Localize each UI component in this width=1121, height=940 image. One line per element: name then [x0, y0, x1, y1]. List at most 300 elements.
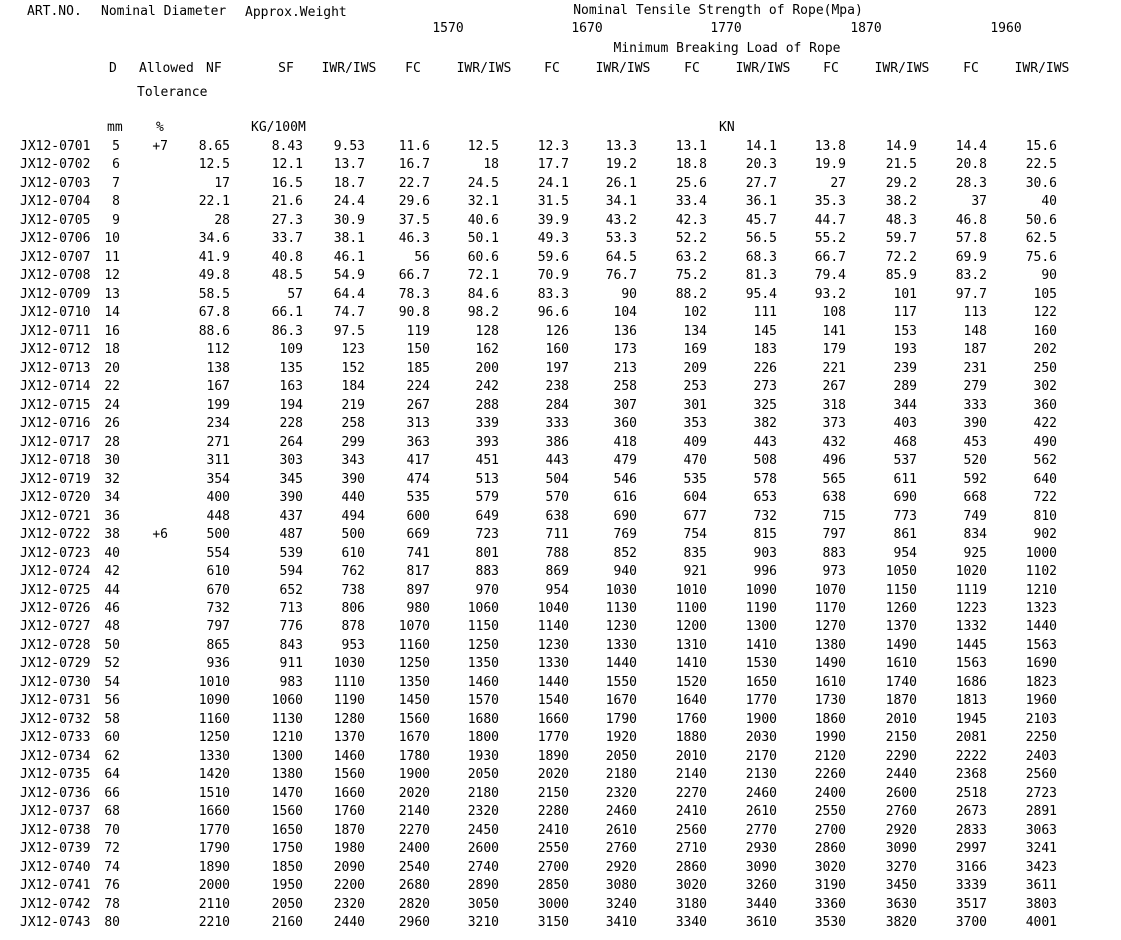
- fc-1960-cell: 1020: [955, 564, 987, 579]
- fc-1960-cell: 148: [963, 324, 987, 339]
- fc-1570-cell: 897: [406, 583, 430, 598]
- iwr-1870-cell: 3440: [745, 897, 777, 912]
- art-no-cell: JX12-0702: [20, 157, 91, 172]
- iwr-1570-cell: 494: [341, 509, 365, 524]
- iwr-1960-cell: 2150: [885, 730, 917, 745]
- iwr-1870-cell: 183: [753, 342, 777, 357]
- diameter-cell: 32: [104, 472, 120, 487]
- iwr-1870-cell: 1090: [745, 583, 777, 598]
- iwr-1570-cell: 2320: [333, 897, 365, 912]
- iwr-1960b-cell: 40: [1041, 194, 1057, 209]
- weight-sf-cell: 1380: [271, 767, 303, 782]
- iwr-1960b-cell: 2723: [1025, 786, 1057, 801]
- fc-1670-cell: 333: [545, 416, 569, 431]
- iwr-1670-cell: 2890: [467, 878, 499, 893]
- tensile-strength-header: Nominal Tensile Strength of Rope(Mpa): [573, 3, 863, 18]
- weight-sf-cell: 345: [279, 472, 303, 487]
- fc-1570-cell: 817: [406, 564, 430, 579]
- fc-1960-cell: 3700: [955, 915, 987, 930]
- fc-1570-cell: 150: [406, 342, 430, 357]
- art-no-cell: JX12-0734: [20, 749, 91, 764]
- diameter-cell: 36: [104, 509, 120, 524]
- fc-1960-cell: 1332: [955, 619, 987, 634]
- fc-1870-cell: 2400: [814, 786, 846, 801]
- fc-1960-cell: 3517: [955, 897, 987, 912]
- iwr-1960b-cell: 1440: [1025, 619, 1057, 634]
- weight-sf-cell: 303: [279, 453, 303, 468]
- art-no-cell: JX12-0704: [20, 194, 91, 209]
- diameter-cell: 14: [104, 305, 120, 320]
- fc-1870-cell: 1170: [814, 601, 846, 616]
- weight-nf-cell: 2110: [198, 897, 230, 912]
- iwr-1570-cell: 1460: [333, 749, 365, 764]
- iwr-1870-cell: 1300: [745, 619, 777, 634]
- iwr-1870-cell: 95.4: [745, 287, 777, 302]
- iwr-1670-cell: 242: [475, 379, 499, 394]
- weight-sf-cell: 1210: [271, 730, 303, 745]
- weight-sf-cell: 713: [279, 601, 303, 616]
- diameter-cell: 26: [104, 416, 120, 431]
- fc-1570-cell: 1250: [398, 656, 430, 671]
- iwr-1770-cell: 1920: [605, 730, 637, 745]
- diameter-cell: 16: [104, 324, 120, 339]
- weight-nf-cell: 22.1: [198, 194, 230, 209]
- fc-1870-cell: 55.2: [814, 231, 846, 246]
- weight-sf-cell: 2050: [271, 897, 303, 912]
- iwr-1670-cell: 40.6: [467, 213, 499, 228]
- weight-nf-cell: 1330: [198, 749, 230, 764]
- art-no-cell: JX12-0709: [20, 287, 91, 302]
- iwr-1960b-cell: 1690: [1025, 656, 1057, 671]
- weight-sf-cell: 57: [287, 287, 303, 302]
- iwr-1770-cell: 43.2: [605, 213, 637, 228]
- iwr-1570-cell: 878: [341, 619, 365, 634]
- iwr-1770-cell: 1230: [605, 619, 637, 634]
- art-no-cell: JX12-0718: [20, 453, 91, 468]
- iwr-1670-cell: 1800: [467, 730, 499, 745]
- art-no-cell: JX12-0713: [20, 361, 91, 376]
- tolerance-cell: +6: [152, 527, 168, 542]
- fc-1570-cell: 669: [406, 527, 430, 542]
- iwr-1770-cell: 53.3: [605, 231, 637, 246]
- art-no-cell: JX12-0740: [20, 860, 91, 875]
- iwr-1870-cell: 111: [753, 305, 777, 320]
- unit-kn: KN: [719, 120, 735, 135]
- iwr-1570-cell: 1870: [333, 823, 365, 838]
- fc-1670-cell: 1770: [537, 730, 569, 745]
- iwr-1960-cell: 14.9: [885, 139, 917, 154]
- iwr-1670-cell: 1460: [467, 675, 499, 690]
- art-no-cell: JX12-0738: [20, 823, 91, 838]
- weight-nf-cell: 1660: [198, 804, 230, 819]
- fc-1870-cell: 565: [822, 472, 846, 487]
- fc-1570-cell: 1780: [398, 749, 430, 764]
- iwr-1570-cell: 953: [341, 638, 365, 653]
- art-no-cell: JX12-0711: [20, 324, 91, 339]
- strength-1870: 1870: [850, 21, 882, 36]
- fc-1870-cell: 883: [822, 546, 846, 561]
- iwr-1670-cell: 451: [475, 453, 499, 468]
- fc-1960-cell: 2518: [955, 786, 987, 801]
- iwr-1570-cell: 219: [341, 398, 365, 413]
- art-no-cell: JX12-0720: [20, 490, 91, 505]
- weight-nf-cell: 1770: [198, 823, 230, 838]
- art-no-cell: JX12-0728: [20, 638, 91, 653]
- art-no-cell: JX12-0719: [20, 472, 91, 487]
- iwr-1870-cell: 68.3: [745, 250, 777, 265]
- iwr-1960b-cell: 2103: [1025, 712, 1057, 727]
- fc-1870-cell: 318: [822, 398, 846, 413]
- iwr-1870-cell: 382: [753, 416, 777, 431]
- fc-1960-cell: 2833: [955, 823, 987, 838]
- weight-sf-cell: 594: [279, 564, 303, 579]
- iwr-1570-cell: 38.1: [333, 231, 365, 246]
- weight-sf-cell: 8.43: [271, 139, 303, 154]
- fc-1670-cell: 39.9: [537, 213, 569, 228]
- fc-1770-cell: 835: [683, 546, 707, 561]
- fc-1570-cell: 1160: [398, 638, 430, 653]
- weight-nf-cell: 28: [214, 213, 230, 228]
- iwr-1770-cell: 213: [613, 361, 637, 376]
- iwr-1960-cell: 861: [893, 527, 917, 542]
- fc-1670-cell: 1230: [537, 638, 569, 653]
- fc-1870-cell: 93.2: [814, 287, 846, 302]
- fc-1870-cell: 1730: [814, 693, 846, 708]
- iwr-1670-cell: 72.1: [467, 268, 499, 283]
- fc-1770-cell: 2860: [675, 860, 707, 875]
- iwr-1960-cell: 773: [893, 509, 917, 524]
- fc-1870-cell: 432: [822, 435, 846, 450]
- fc-1570-cell: 2270: [398, 823, 430, 838]
- art-no-cell: JX12-0712: [20, 342, 91, 357]
- fc-1960-cell: 28.3: [955, 176, 987, 191]
- iwr-1960b-cell: 422: [1033, 416, 1057, 431]
- weight-nf-cell: 34.6: [198, 231, 230, 246]
- iwr-1770-cell: 90: [621, 287, 637, 302]
- weight-nf-cell: 936: [206, 656, 230, 671]
- fc-1570-cell: 1670: [398, 730, 430, 745]
- fc-1770-cell: 409: [683, 435, 707, 450]
- fc-1870-cell: 2700: [814, 823, 846, 838]
- diameter-cell: 68: [104, 804, 120, 819]
- iwr-1960-cell: 3630: [885, 897, 917, 912]
- weight-sf-cell: 264: [279, 435, 303, 450]
- fc-1770-cell: 301: [683, 398, 707, 413]
- fc-1770-cell: 1520: [675, 675, 707, 690]
- fc-1670-cell: 2150: [537, 786, 569, 801]
- iwr-1960b-header: IWR/IWS: [1014, 61, 1070, 76]
- iwr-1960b-cell: 4001: [1025, 915, 1057, 930]
- iwr-1570-cell: 1980: [333, 841, 365, 856]
- fc-1770-cell: 63.2: [675, 250, 707, 265]
- iwr-1670-cell: 200: [475, 361, 499, 376]
- iwr-1670-cell: 3210: [467, 915, 499, 930]
- iwr-1960-cell: 611: [893, 472, 917, 487]
- iwr-1870-cell: 36.1: [745, 194, 777, 209]
- diameter-cell: 7: [112, 176, 120, 191]
- iwr-1960-cell: 101: [893, 287, 917, 302]
- iwr-1770-cell: 690: [613, 509, 637, 524]
- iwr-1960b-cell: 105: [1033, 287, 1057, 302]
- diameter-cell: 22: [104, 379, 120, 394]
- iwr-1570-cell: 30.9: [333, 213, 365, 228]
- weight-sf-cell: 12.1: [271, 157, 303, 172]
- iwr-1960-cell: 1370: [885, 619, 917, 634]
- fc-1570-cell: 2540: [398, 860, 430, 875]
- iwr-1570-cell: 1370: [333, 730, 365, 745]
- iwr-1670-cell: 1570: [467, 693, 499, 708]
- weight-nf-cell: 1890: [198, 860, 230, 875]
- min-breaking-load-header: Minimum Breaking Load of Rope: [613, 41, 841, 56]
- diameter-cell: 80: [104, 915, 120, 930]
- diameter-cell: 28: [104, 435, 120, 450]
- iwr-1670-cell: 2180: [467, 786, 499, 801]
- iwr-1670-cell: 2050: [467, 767, 499, 782]
- iwr-1960b-cell: 30.6: [1025, 176, 1057, 191]
- iwr-1570-cell: 738: [341, 583, 365, 598]
- iwr-1960b-cell: 75.6: [1025, 250, 1057, 265]
- iwr-1870-cell: 145: [753, 324, 777, 339]
- fc-1960-cell: 2997: [955, 841, 987, 856]
- weight-sf-cell: 390: [279, 490, 303, 505]
- art-no-cell: JX12-0724: [20, 564, 91, 579]
- diameter-cell: 46: [104, 601, 120, 616]
- diameter-cell: 8: [112, 194, 120, 209]
- fc-1870-cell: 179: [822, 342, 846, 357]
- fc-1770-cell: 353: [683, 416, 707, 431]
- weight-nf-cell: 167: [206, 379, 230, 394]
- iwr-1960-cell: 1150: [885, 583, 917, 598]
- iwr-1570-cell: 54.9: [333, 268, 365, 283]
- weight-nf-cell: 1160: [198, 712, 230, 727]
- fc-1570-cell: 1350: [398, 675, 430, 690]
- diameter-cell: 50: [104, 638, 120, 653]
- fc-1770-cell: 2710: [675, 841, 707, 856]
- art-no-cell: JX12-0715: [20, 398, 91, 413]
- fc-1960-cell: 925: [963, 546, 987, 561]
- fc-1570-cell: 1070: [398, 619, 430, 634]
- iwr-1570-cell: 64.4: [333, 287, 365, 302]
- weight-sf-cell: 911: [279, 656, 303, 671]
- weight-nf-cell: 138: [206, 361, 230, 376]
- fc-1570-cell: 1560: [398, 712, 430, 727]
- fc-1870-cell: 44.7: [814, 213, 846, 228]
- weight-sf-cell: 652: [279, 583, 303, 598]
- iwr-1870-cell: 1190: [745, 601, 777, 616]
- fc-1770-cell: 754: [683, 527, 707, 542]
- iwr-1960-cell: 1610: [885, 656, 917, 671]
- art-no-cell: JX12-0721: [20, 509, 91, 524]
- fc-1770-cell: 1410: [675, 656, 707, 671]
- fc-1570-cell: 474: [406, 472, 430, 487]
- iwr-1670-cell: 1250: [467, 638, 499, 653]
- art-no-cell: JX12-0708: [20, 268, 91, 283]
- iwr-1670-cell: 2740: [467, 860, 499, 875]
- iwr-1960-cell: 72.2: [885, 250, 917, 265]
- col-tolerance-header: Tolerance: [137, 85, 208, 100]
- art-no-cell: JX12-0710: [20, 305, 91, 320]
- iwr-1570-cell: 9.53: [333, 139, 365, 154]
- fc-1770-cell: 3340: [675, 915, 707, 930]
- fc-1670-cell: 284: [545, 398, 569, 413]
- iwr-1770-cell: 1130: [605, 601, 637, 616]
- iwr-1770-cell: 769: [613, 527, 637, 542]
- fc-1670-cell: 386: [545, 435, 569, 450]
- iwr-1570-cell: 806: [341, 601, 365, 616]
- iwr-1570-cell: 13.7: [333, 157, 365, 172]
- weight-nf-cell: 234: [206, 416, 230, 431]
- iwr-1960b-cell: 490: [1033, 435, 1057, 450]
- weight-nf-cell: 1090: [198, 693, 230, 708]
- iwr-1770-cell: 307: [613, 398, 637, 413]
- iwr-1870-cell: 56.5: [745, 231, 777, 246]
- diameter-cell: 62: [104, 749, 120, 764]
- iwr-1960-cell: 537: [893, 453, 917, 468]
- iwr-1960b-cell: 1000: [1025, 546, 1057, 561]
- fc-1770-cell: 921: [683, 564, 707, 579]
- fc-1670-cell: 1440: [537, 675, 569, 690]
- iwr-1960-cell: 3820: [885, 915, 917, 930]
- iwr-1670-cell: 3050: [467, 897, 499, 912]
- iwr-1670-cell: 1350: [467, 656, 499, 671]
- weight-nf-cell: 49.8: [198, 268, 230, 283]
- iwr-1570-cell: 1280: [333, 712, 365, 727]
- fc-1960-cell: 3339: [955, 878, 987, 893]
- iwr-1960-cell: 3090: [885, 841, 917, 856]
- iwr-1960-cell: 3450: [885, 878, 917, 893]
- col-sf-header: SF: [278, 61, 294, 76]
- weight-nf-cell: 500: [206, 527, 230, 542]
- iwr-1670-cell: 162: [475, 342, 499, 357]
- col-d-header: D: [109, 61, 117, 76]
- fc-1570-header: FC: [405, 61, 421, 76]
- iwr-1960b-cell: 2403: [1025, 749, 1057, 764]
- strength-1770: 1770: [710, 21, 742, 36]
- fc-1570-cell: 224: [406, 379, 430, 394]
- iwr-1960b-cell: 302: [1033, 379, 1057, 394]
- art-no-cell: JX12-0707: [20, 250, 91, 265]
- fc-1770-cell: 18.8: [675, 157, 707, 172]
- fc-1870-cell: 1070: [814, 583, 846, 598]
- fc-1670-cell: 31.5: [537, 194, 569, 209]
- weight-nf-cell: 41.9: [198, 250, 230, 265]
- iwr-1670-cell: 339: [475, 416, 499, 431]
- iwr-1570-cell: 74.7: [333, 305, 365, 320]
- iwr-1960b-cell: 3241: [1025, 841, 1057, 856]
- iwr-1870-cell: 81.3: [745, 268, 777, 283]
- iwr-1960-cell: 2920: [885, 823, 917, 838]
- fc-1670-cell: 197: [545, 361, 569, 376]
- iwr-1960b-cell: 562: [1033, 453, 1057, 468]
- weight-nf-cell: 865: [206, 638, 230, 653]
- fc-1770-cell: 253: [683, 379, 707, 394]
- iwr-1770-cell: 104: [613, 305, 637, 320]
- iwr-1670-cell: 2320: [467, 804, 499, 819]
- fc-1960-cell: 113: [963, 305, 987, 320]
- diameter-cell: 78: [104, 897, 120, 912]
- iwr-1870-cell: 443: [753, 435, 777, 450]
- iwr-1670-cell: 2600: [467, 841, 499, 856]
- fc-1960-cell: 46.8: [955, 213, 987, 228]
- diameter-cell: 70: [104, 823, 120, 838]
- fc-1570-cell: 417: [406, 453, 430, 468]
- weight-sf-cell: 1650: [271, 823, 303, 838]
- diameter-cell: 52: [104, 656, 120, 671]
- iwr-1770-cell: 136: [613, 324, 637, 339]
- iwr-1960b-cell: 3423: [1025, 860, 1057, 875]
- fc-1670-cell: 2280: [537, 804, 569, 819]
- fc-1770-cell: 134: [683, 324, 707, 339]
- weight-sf-cell: 16.5: [271, 176, 303, 191]
- fc-1570-cell: 363: [406, 435, 430, 450]
- iwr-1570-cell: 1760: [333, 804, 365, 819]
- weight-nf-cell: 797: [206, 619, 230, 634]
- col-allowed-header: Allowed: [139, 61, 194, 76]
- diameter-cell: 42: [104, 564, 120, 579]
- iwr-1770-cell: 360: [613, 416, 637, 431]
- fc-1770-cell: 13.1: [675, 139, 707, 154]
- weight-nf-cell: 1510: [198, 786, 230, 801]
- diameter-cell: 72: [104, 841, 120, 856]
- fc-1770-cell: 42.3: [675, 213, 707, 228]
- iwr-1570-cell: 299: [341, 435, 365, 450]
- iwr-1570-cell: 2090: [333, 860, 365, 875]
- fc-1870-cell: 797: [822, 527, 846, 542]
- fc-1770-cell: 102: [683, 305, 707, 320]
- iwr-1960b-cell: 1210: [1025, 583, 1057, 598]
- fc-1670-cell: 504: [545, 472, 569, 487]
- weight-nf-cell: 8.65: [198, 139, 230, 154]
- iwr-1960-cell: 1870: [885, 693, 917, 708]
- iwr-1670-cell: 393: [475, 435, 499, 450]
- fc-1670-cell: 83.3: [537, 287, 569, 302]
- fc-1670-cell: 1890: [537, 749, 569, 764]
- iwr-1870-cell: 1650: [745, 675, 777, 690]
- fc-1670-cell: 96.6: [537, 305, 569, 320]
- fc-1960-cell: 231: [963, 361, 987, 376]
- diameter-cell: 12: [104, 268, 120, 283]
- diameter-cell: 24: [104, 398, 120, 413]
- fc-1870-cell: 1610: [814, 675, 846, 690]
- diameter-cell: 13: [104, 287, 120, 302]
- fc-1770-cell: 2010: [675, 749, 707, 764]
- fc-1960-cell: 97.7: [955, 287, 987, 302]
- iwr-1870-cell: 2930: [745, 841, 777, 856]
- weight-sf-cell: 1850: [271, 860, 303, 875]
- fc-1670-cell: 70.9: [537, 268, 569, 283]
- iwr-1960-cell: 59.7: [885, 231, 917, 246]
- iwr-1960b-cell: 1102: [1025, 564, 1057, 579]
- iwr-1960b-cell: 640: [1033, 472, 1057, 487]
- fc-1960-cell: 1223: [955, 601, 987, 616]
- fc-1670-cell: 238: [545, 379, 569, 394]
- iwr-1870-cell: 815: [753, 527, 777, 542]
- iwr-1570-cell: 1110: [333, 675, 365, 690]
- iwr-1770-cell: 2320: [605, 786, 637, 801]
- iwr-1960b-cell: 1960: [1025, 693, 1057, 708]
- weight-nf-cell: 17: [214, 176, 230, 191]
- fc-1670-cell: 59.6: [537, 250, 569, 265]
- fc-1960-cell: 390: [963, 416, 987, 431]
- iwr-1960b-cell: 160: [1033, 324, 1057, 339]
- fc-1770-cell: 75.2: [675, 268, 707, 283]
- iwr-1670-cell: 1150: [467, 619, 499, 634]
- iwr-1870-cell: 1900: [745, 712, 777, 727]
- iwr-1570-header: IWR/IWS: [321, 61, 377, 76]
- iwr-1870-cell: 14.1: [745, 139, 777, 154]
- iwr-1870-cell: 2770: [745, 823, 777, 838]
- iwr-1870-cell: 1770: [745, 693, 777, 708]
